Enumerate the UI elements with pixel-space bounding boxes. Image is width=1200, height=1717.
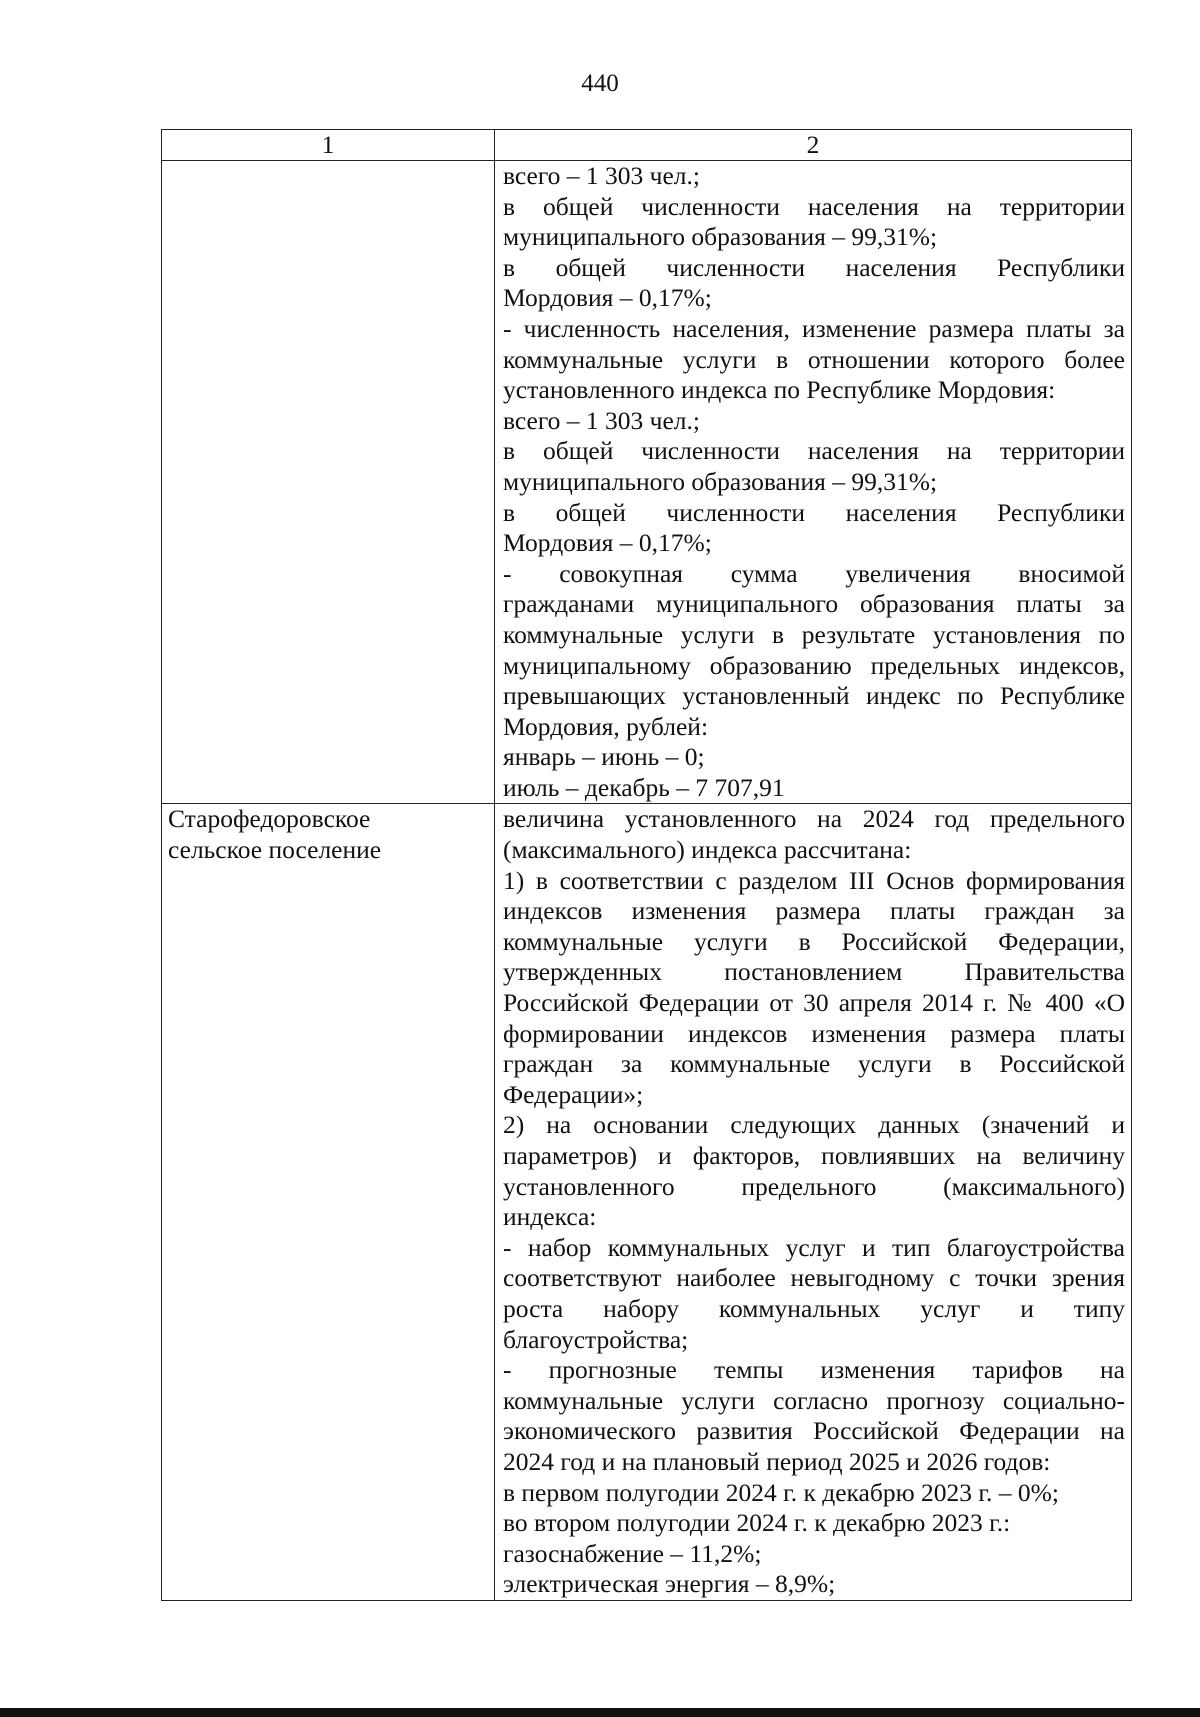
document-table	[161, 129, 1132, 1601]
text-line: экономического развития Российской Федерации на	[503, 1416, 1125, 1446]
text-line: граждан за коммунальные услуги в Российской	[503, 1049, 1125, 1079]
text-line: в общей численности населения Республики	[503, 252, 1125, 282]
text-line: коммунальные услуги в отношении которого более	[503, 344, 1125, 374]
text-line: Мордовия, рублей:	[503, 711, 709, 741]
text-line: установленного индекса по Республике Мордовия:	[503, 375, 1056, 405]
table-row	[162, 161, 1132, 804]
municipality-name-line: сельское поселение	[168, 835, 382, 865]
text-line: всего – 1 303 чел.;	[503, 161, 700, 190]
row2-description-cell	[495, 804, 1132, 1600]
municipality-name-line: Старофедоровское	[168, 804, 371, 834]
text-line: в первом полугодии 2024 г. к декабрю 2023 г. – 0%;	[503, 1477, 1059, 1507]
text-line: газоснабжение – 11,2%;	[503, 1538, 762, 1568]
text-line: Мордовия – 0,17%;	[503, 528, 712, 558]
text-line: коммунальные услуги согласно прогнозу социально-	[503, 1385, 1125, 1415]
text-line: в общей численности населения на территории	[503, 436, 1125, 466]
text-line: 2) на основании следующих данных (значений и	[503, 1110, 1125, 1140]
text-line: - прогнозные темпы изменения тарифов на	[503, 1355, 1125, 1385]
text-line: параметров) и факторов, повлиявших на величину	[503, 1141, 1125, 1170]
text-line: январь – июнь – 0;	[503, 742, 705, 772]
text-line: (максимального) индекса рассчитана:	[503, 835, 912, 865]
text-line: в общей численности населения на территории	[503, 191, 1125, 221]
row1-description-cell	[495, 161, 1132, 804]
text-line: 2024 год и на плановый период 2025 и 2026 годов:	[503, 1446, 1051, 1476]
table-row	[162, 804, 1132, 1600]
text-line: величина установленного на 2024 год предельного	[503, 804, 1125, 834]
text-line: 1) в соответствии с разделом III Основ формирования	[503, 865, 1125, 895]
text-line: установленного предельного (максимального)	[503, 1171, 1125, 1201]
text-line: - численность населения, изменение размера платы за	[503, 313, 1125, 343]
text-line: электрическая энергия – 8,9%;	[503, 1569, 836, 1599]
table-header-row	[162, 130, 1132, 161]
text-line: Мордовия – 0,17%;	[503, 283, 712, 313]
text-line: муниципальному образованию предельных индексов,	[503, 650, 1125, 680]
text-line: коммунальные услуги в результате установления по	[503, 619, 1125, 649]
row1-municipality-cell	[162, 161, 495, 804]
text-line: во втором полугодии 2024 г. к декабрю 2023 г.:	[503, 1508, 1011, 1538]
text-line: утвержденных постановлением Правительства	[503, 957, 1125, 987]
text-line: июль – декабрь – 7 707,91	[503, 772, 785, 802]
text-line: в общей численности населения Республики	[503, 497, 1125, 527]
text-line: - совокупная сумма увеличения вносимой	[503, 558, 1125, 588]
text-line: превышающих установленный индекс по Республике	[503, 681, 1125, 711]
text-line: - набор коммунальных услуг и тип благоустройства	[503, 1232, 1125, 1262]
text-line: Российской Федерации от 30 апреля 2014 г. № 400 «О	[503, 988, 1125, 1018]
text-line: соответствуют наиболее невыгодному с точки зрения	[503, 1263, 1125, 1293]
text-line: индексов изменения размера платы граждан за	[503, 896, 1125, 926]
row2-municipality-cell	[162, 804, 495, 1600]
text-line: Федерации»;	[503, 1079, 644, 1109]
column-header-2: 2	[495, 130, 1132, 161]
text-line: муниципального образования – 99,31%;	[503, 466, 938, 496]
text-line: всего – 1 303 чел.;	[503, 405, 700, 435]
page-number: 440	[581, 70, 619, 97]
column-header-1: 1	[162, 130, 495, 161]
text-line: коммунальные услуги в Российской Федерации,	[503, 926, 1125, 956]
text-line: индекса:	[503, 1202, 597, 1232]
text-line: гражданами муниципального образования платы за	[503, 589, 1125, 619]
text-line: благоустройства;	[503, 1324, 689, 1354]
text-line: муниципального образования – 99,31%;	[503, 222, 938, 252]
text-line: формировании индексов изменения размера платы	[503, 1018, 1125, 1048]
text-line: роста набору коммунальных услуг и типу	[503, 1293, 1125, 1323]
scan-bottom-edge	[0, 1708, 1200, 1717]
